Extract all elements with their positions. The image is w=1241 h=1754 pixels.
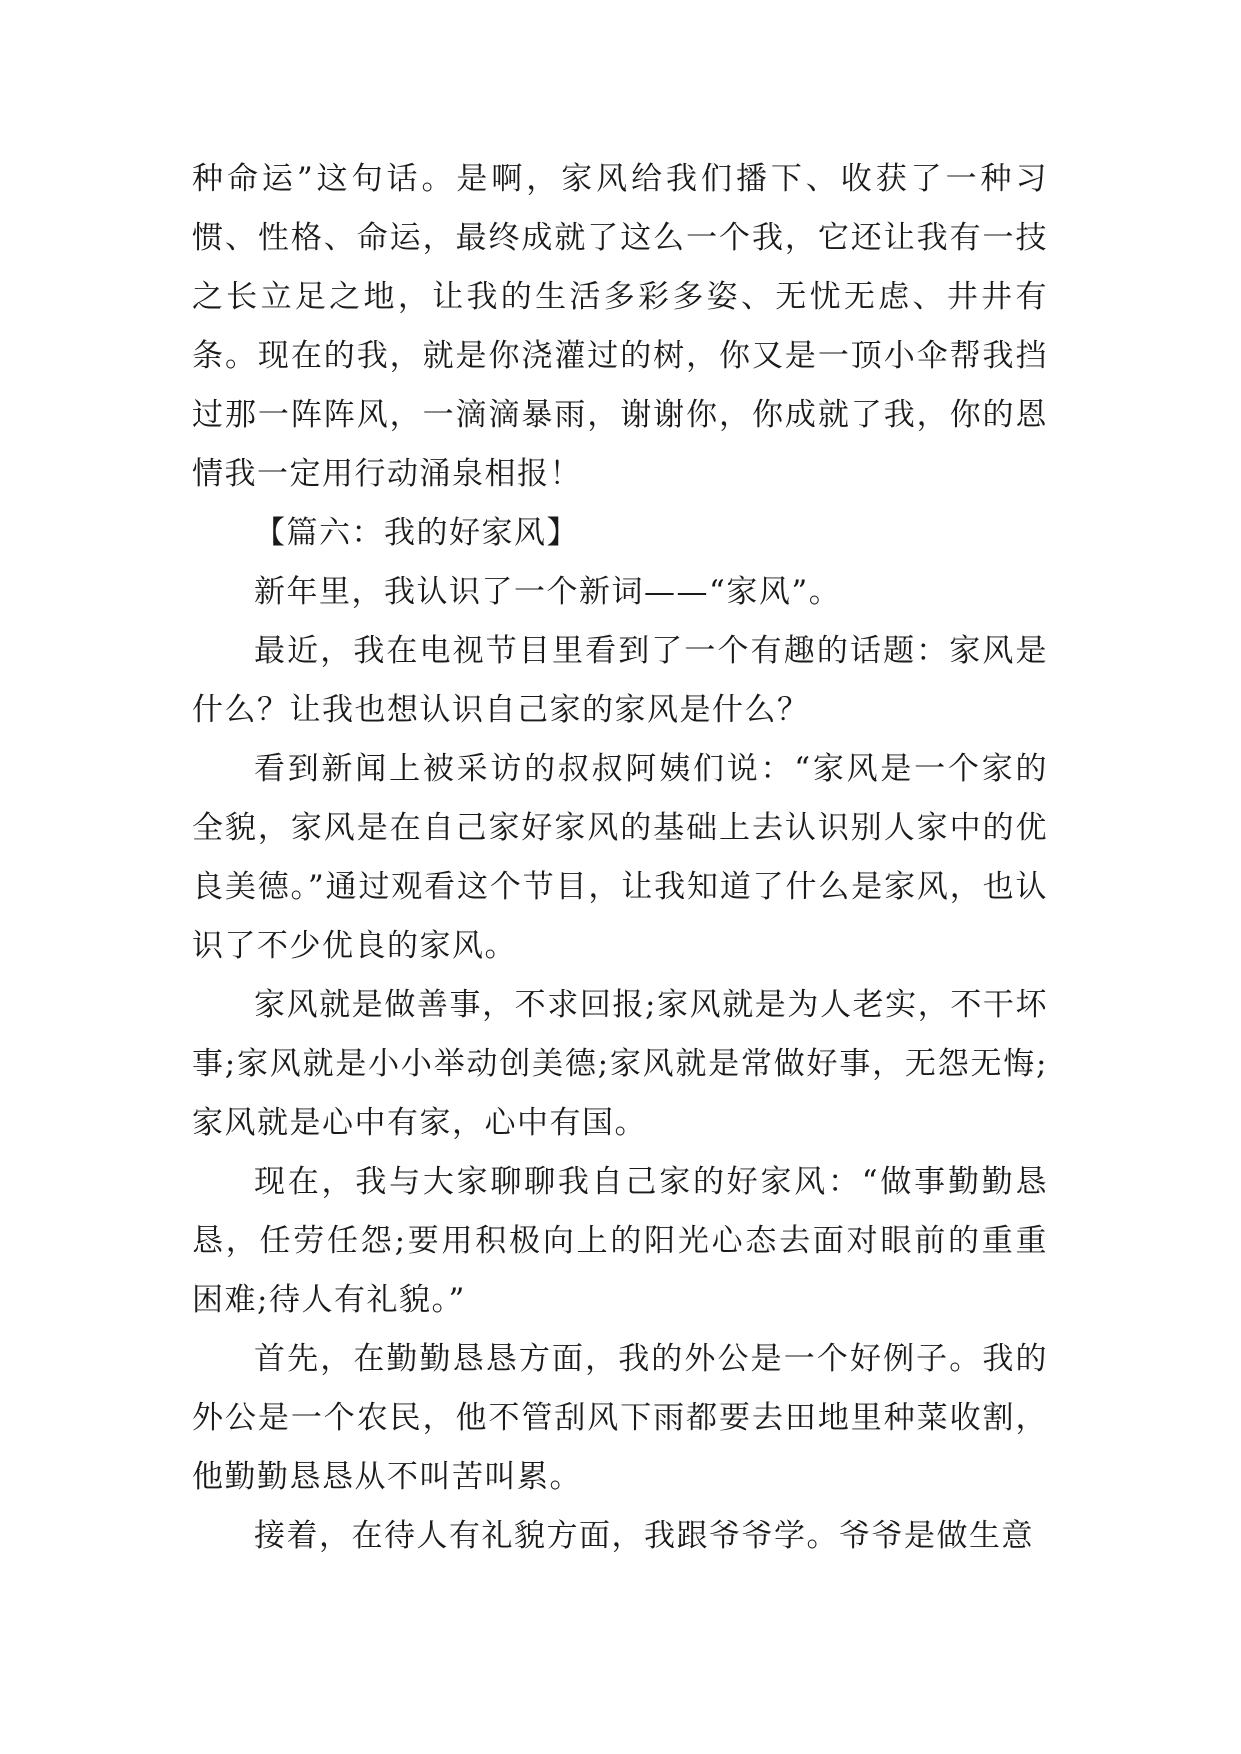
paragraph: 首先，在勤勤恳恳方面，我的外公是一个好例子。我的外公是一个农民，他不管刮风下雨都要去田地里种菜收割，他勤勤恳恳从不叫苦叫累。 xyxy=(192,1341,1048,1495)
paragraph: 看到新闻上被采访的叔叔阿姨们说：“家风是一个家的全貌，家风是在自己家好家风的基础上去认识别人家中的优良美德。”通过观看这个节目，让我知道了什么是家风，也认识了不少优良的家风。 xyxy=(192,751,1048,964)
paragraph-continued: 种命运”这句话。是啊，家风给我们播下、收获了一种习惯、性格、命运，最终成就了这么一个我，它还让我有一技之长立足之地，让我的生活多彩多姿、无忧无虑、井井有条。现在的我，就是你浇灌过的树，你又是一顶小伞帮我挡过那一阵阵风，一滴滴暴雨，谢谢你，你成就了我，你的恩情我一定用行动涌泉相报！ xyxy=(192,161,1048,492)
paragraph: 最近，我在电视节目里看到了一个有趣的话题：家风是什么？让我也想认识自己家的家风是什么？ xyxy=(192,633,1048,728)
paragraph-truncated: 接着，在待人有礼貌方面，我跟爷爷学。爷爷是做生意 xyxy=(254,1518,1034,1554)
essay-body xyxy=(192,150,1048,1566)
paragraph: 新年里，我认识了一个新词——“家风”。 xyxy=(254,574,842,610)
section-heading: 【篇六：我的好家风】 xyxy=(254,515,579,551)
paragraph: 家风就是做善事，不求回报;家风就是为人老实，不干坏事;家风就是小小举动创美德;家风就是常做好事，无怨无悔;家风就是心中有家，心中有国。 xyxy=(192,987,1048,1141)
paragraph: 现在，我与大家聊聊我自己家的好家风：“做事勤勤恳恳，任劳任怨;要用积极向上的阳光心态去面对眼前的重重困难;待人有礼貌。” xyxy=(192,1164,1048,1318)
